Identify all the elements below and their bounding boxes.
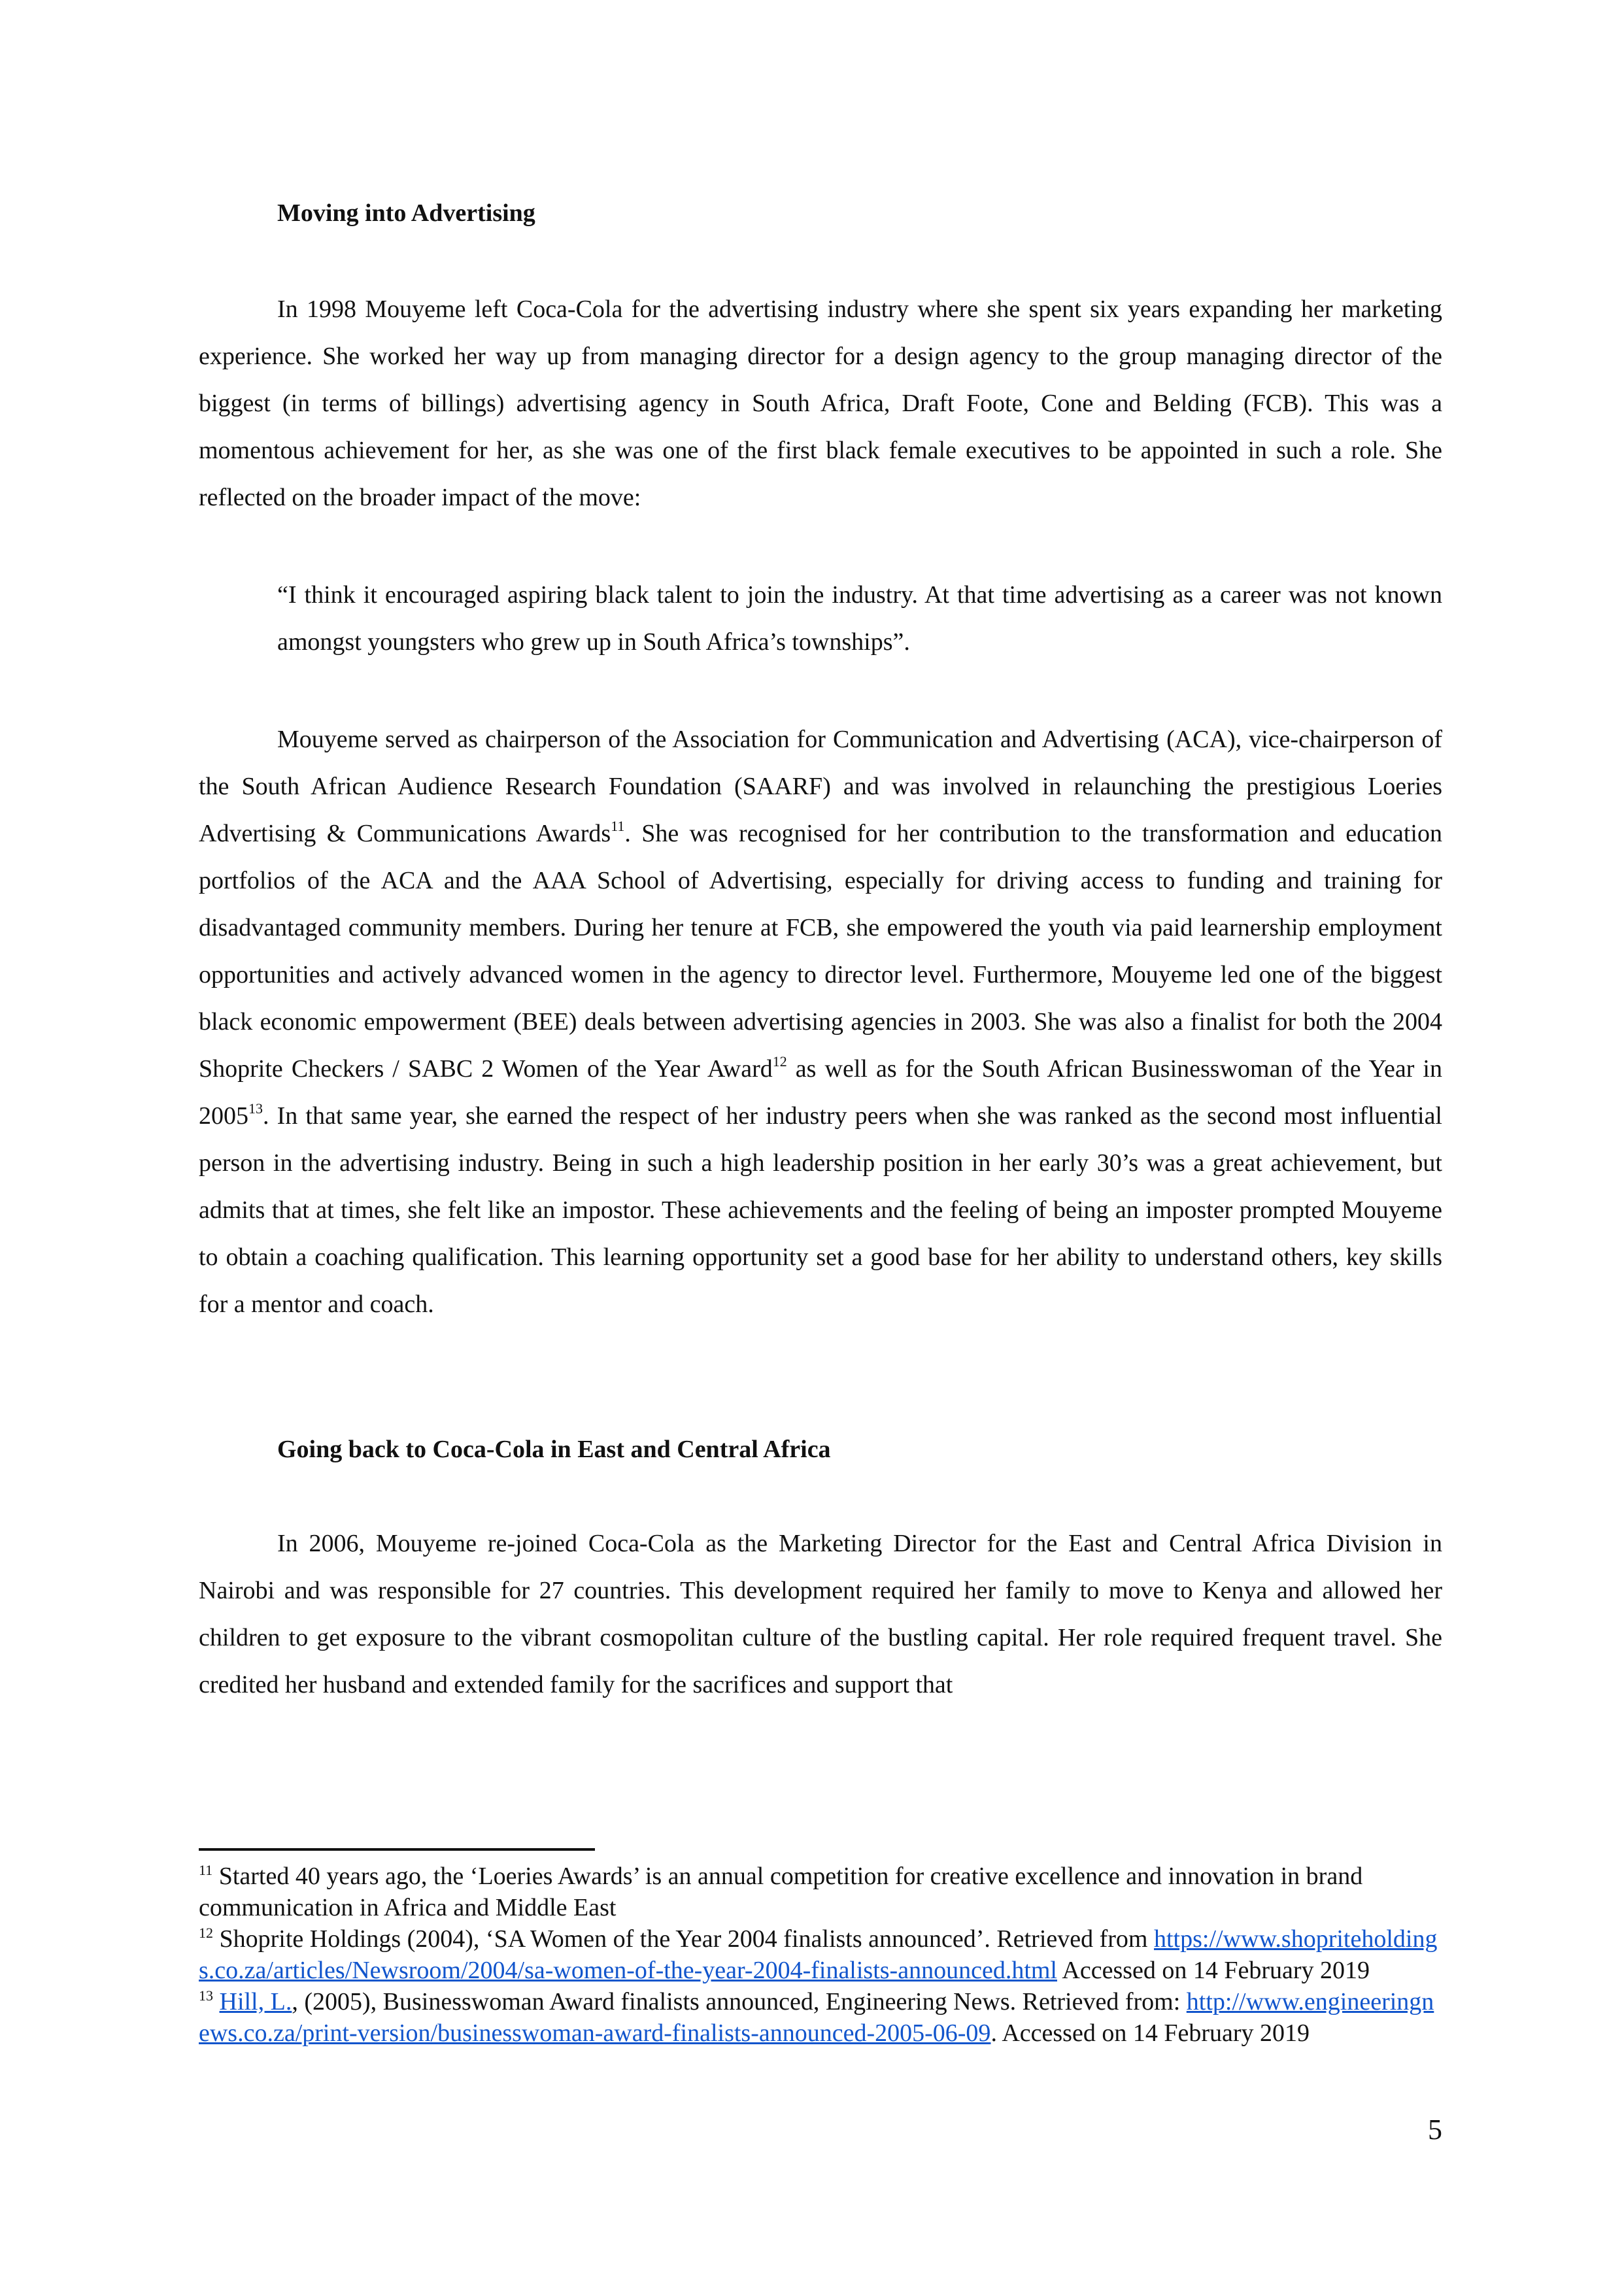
footnote-12 [199, 1923, 1442, 1986]
footnote-text: , (2005), Businesswoman Award finalists announced, Engineering News. Retrieved from: [292, 1988, 1187, 2016]
footnote-text: Accessed on 14 February 2019 [1057, 1957, 1370, 1984]
paragraph-text: as well as for the South African Businesswoman of the Year in 2005 [199, 1055, 1442, 1130]
footnote-text: Shoprite Holdings (2004), ‘SA Women of the Year 2004 finalists announced’. Retrieved from [213, 1925, 1154, 1953]
paragraph-text: Mouyeme served as chairperson of the Association for Communication and Advertising (ACA), vice-chairperson of the South African Audience Research Foundation (SAARF) and was involved in relaunching the prestigious Loeries Advertising & Communications Awards [199, 726, 1442, 847]
section-heading-coca-cola: Going back to Coca-Cola in East and Central Africa [277, 1436, 831, 1463]
footnote-ref-12[interactable]: 12 [772, 1053, 787, 1070]
footnotes [199, 1861, 1442, 2049]
paragraph-text: . She was recognised for her contribution to the transformation and education portfolios of the ACA and the AAA School of Advertising, especially for driving access to funding and training for disadvantaged community members. During her tenure at FCB, she empowered the youth via paid learnership employment opportunities and actively advanced women in the agency to director level. Furthermore, Mouyeme led one of the biggest black economic empowerment (BEE) deals between advertising agencies in 2003. She was also a finalist for both the 2004 Shoprite Checkers / SABC 2 Women of the Year Award [199, 820, 1442, 1083]
block-quote: “I think it encouraged aspiring black talent to join the industry. At that time advertising as a career was not known amongst youngsters who grew up in South Africa’s townships”. [277, 581, 1442, 656]
footnote-ref-13[interactable]: 13 [248, 1100, 263, 1117]
footnote-13-link[interactable]: http://www.engineeringnews.co.za/print-version/businesswoman-award-finalists-announced-2005-06-09 [199, 1988, 1434, 2047]
footnote-ref-11[interactable]: 11 [611, 818, 625, 834]
footnote-number: 12 [199, 1925, 213, 1941]
footnote-text: Started 40 years ago, the ‘Loeries Awards’ is an annual competition for creative excellence and innovation in brand communication in Africa and Middle East [199, 1863, 1363, 1921]
page-number: 5 [1428, 2114, 1442, 2146]
footnote-13 [199, 1986, 1442, 2049]
section-heading-advertising: Moving into Advertising [277, 199, 535, 227]
footnote-11 [199, 1861, 1442, 1923]
footnote-number: 13 [199, 1987, 213, 2004]
footnote-13-author-link[interactable]: Hill, L. [219, 1988, 292, 2016]
paragraph-coca-cola-return: In 2006, Mouyeme re-joined Coca-Cola as the Marketing Director for the East and Central Africa Division in Nairobi and was responsible for 27 countries. This development required her family to move to Kenya and allowed her children to get exposure to the vibrant cosmopolitan culture of the bustling capital. Her role required frequent travel. She credited her husband and extended family for the sacrifices and support that [199, 1530, 1442, 1698]
paragraph-text: . In that same year, she earned the respect of her industry peers when she was ranked as the second most influential person in the advertising industry. Being in such a high leadership position in her early 30’s was a great achievement, but admits that at times, she felt like an impostor. These achievements and the feeling of being an imposter prompted Mouyeme to obtain a coaching qualification. This learning opportunity set a good base for her ability to understand others, key skills for a mentor and coach. [199, 1102, 1442, 1318]
paragraph-advertising-intro: In 1998 Mouyeme left Coca-Cola for the advertising industry where she spent six years expanding her marketing experience. She worked her way up from managing director for a design agency to the group managing director of the biggest (in terms of billings) advertising agency in South Africa, Draft Foote, Cone and Belding (FCB). This was a momentous achievement for her, as she was one of the first black female executives to be appointed in such a role. She reflected on the broader impact of the move: [199, 295, 1442, 511]
footnote-number: 11 [199, 1862, 213, 1878]
paragraph-aca-roles [199, 716, 1442, 1328]
footnote-12-link[interactable]: https://www.shopriteholdings.co.za/articles/Newsroom/2004/sa-women-of-the-year-2004-finalists-announced.html [199, 1925, 1438, 1984]
footnote-divider [199, 1848, 595, 1851]
footnote-text: . Accessed on 14 February 2019 [990, 2019, 1310, 2047]
